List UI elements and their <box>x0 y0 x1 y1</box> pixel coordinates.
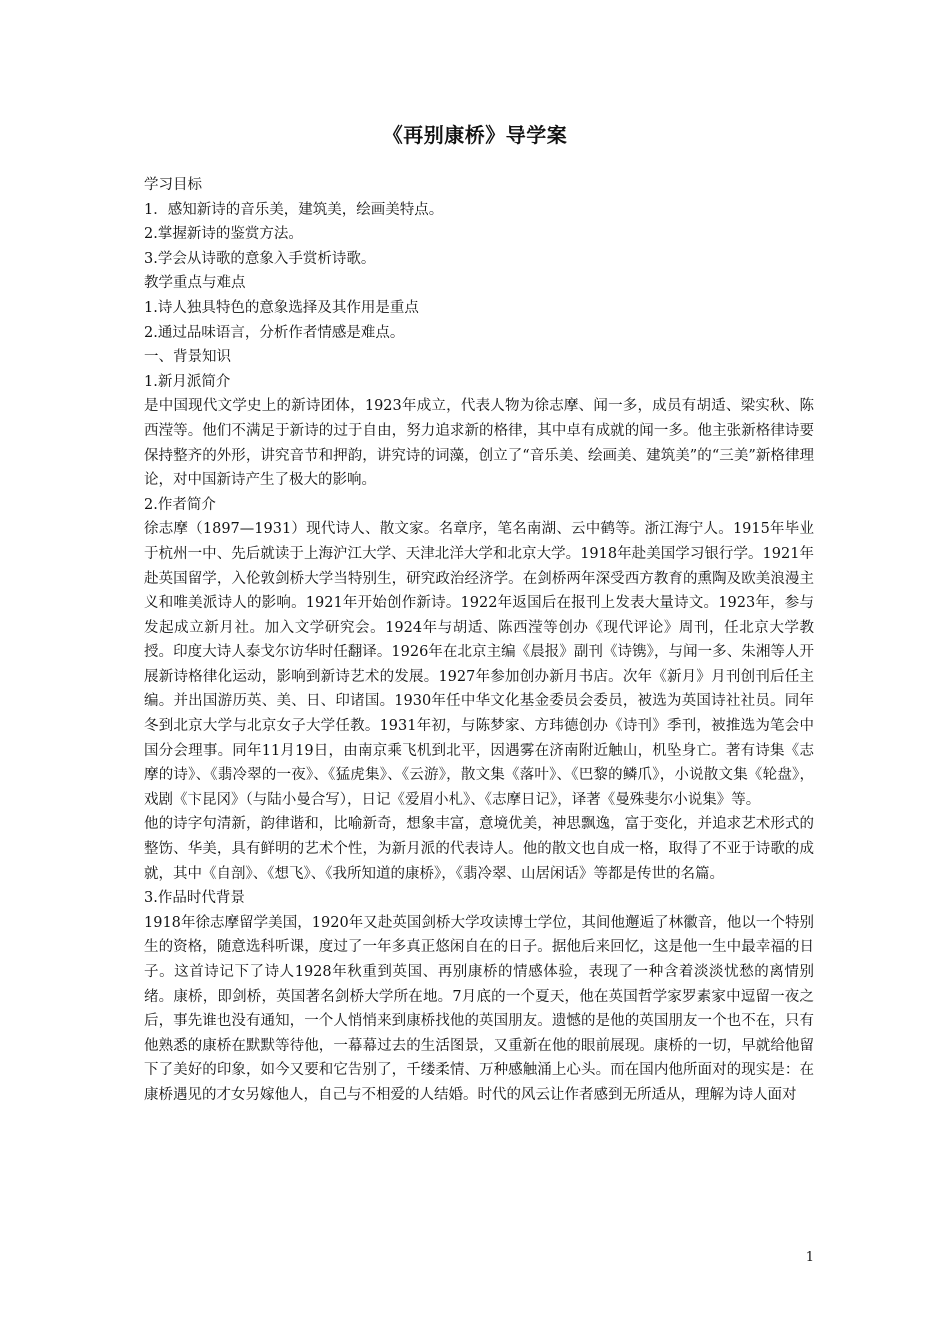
section-heading-background: 一、背景知识 <box>144 349 231 366</box>
paragraph-background: 1918年徐志摩留学美国，1920年又赴英国剑桥大学攻读博士学位，其间他邂逅了林徽音，他以一个特别生的资格，随意选科听课，度过了一年多真正悠闲自在的日子。据他后来回忆，这是他一生中最幸福的日子。这首诗记下了诗人1928年秋重到英国、再别康桥的情感体验，表现了一种含着淡淡忧愁的离情别绪。康桥，即剑桥，英国著名剑桥大学所在地。7月底的一个夏天，他在英国哲学家罗素家中逗留一夜之后，事先谁也没有通知，一个人悄悄来到康桥找他的英国朋友。遗憾的是他的英国朋友一个也不在，只有他熟悉的康桥在默默等待他，一幕幕过去的生活图景，又重新在他的眼前展现。康桥的一切，早就给他留下了美好的印象，如今又要和它告别了，千缕柔情、万种感触涌上心头。而在国内他所面对的现实是：在康桥遇见的才女另嫁他人，自己与不相爱的人结婚。时代的风云让作者感到无所适从，理解为诗人面对 <box>144 914 814 1103</box>
subheading-author: 2.作者简介 <box>144 496 216 513</box>
focus-heading: 教学重点与难点 <box>144 275 246 292</box>
focus-item: 2.通过品味语言，分析作者情感是难点。 <box>144 324 405 341</box>
objective-item: 1．感知新诗的音乐美，建筑美，绘画美特点。 <box>144 201 444 218</box>
paragraph-xinyue-school: 是中国现代文学史上的新诗团体，1923年成立，代表人物为徐志摩、闻一多，成员有胡适、梁实秋、陈西滢等。他们不满足于新诗的过于自由，努力追求新的格律，其中卓有成就的闻一多。他主张新格律诗要保持整齐的外形，讲究音节和押韵，讲究诗的词藻，创立了“音乐美、绘画美、建筑美”的“三美”新格律理论，对中国新诗产生了极大的影响。 <box>144 398 814 489</box>
objectives-heading: 学习目标 <box>144 177 202 193</box>
objective-item: 2.掌握新诗的鉴赏方法。 <box>144 226 303 243</box>
paragraph-author-bio: 徐志摩（1897—1931）现代诗人、散文家。名章序，笔名南湖、云中鹤等。浙江海宁人。1915年毕业于杭州一中、先后就读于上海沪江大学、天津北洋大学和北京大学。1918年赴美国学习银行学。1921年赴英国留学，入伦敦剑桥大学当特别生，研究政治经济学。在剑桥两年深受西方教育的熏陶及欧美浪漫主义和唯美派诗人的影响。1921年开始创作新诗。1922年返国后在报刊上发表大量诗文。1923年，参与发起成立新月社。加入文学研究会。1924年与胡适、陈西滢等创办《现代评论》周刊，任北京大学教授。印度大诗人泰戈尔访华时任翻译。1926年在北京主编《晨报》副刊《诗镌》，与闻一多、朱湘等人开展新诗格律化运动，影响到新诗艺术的发展。1927年参加创办新月书店。次年《新月》月刊创刊后任主编。并出国游历英、美、日、印诸国。1930年任中华文化基金委员会委员，被选为英国诗社社员。同年冬到北京大学与北京女子大学任教。1931年初，与陈梦家、方玮德创办《诗刊》季刊，被推选为笔会中国分会理事。同年11月19日，由南京乘飞机到北平，因遇雾在济南附近触山，机坠身亡。著有诗集《志摩的诗》、《翡冷翠的一夜》、《猛虎集》、《云游》，散文集《落叶》、《巴黎的鳞爪》，小说散文集《轮盘》，戏剧《卞昆冈》（与陆小曼合写），日记《爱眉小札》、《志摩日记》，译著《曼殊斐尔小说集》等。 <box>144 521 814 808</box>
objective-item: 3.学会从诗歌的意象入手赏析诗歌。 <box>144 250 376 267</box>
document-title: 《再别康桥》导学案 <box>382 123 568 147</box>
focus-item: 1.诗人独具特色的意象选择及其作用是重点 <box>144 299 419 316</box>
page-number: 1 <box>805 1250 814 1265</box>
subheading-background: 3.作品时代背景 <box>144 890 245 907</box>
document-body <box>144 173 814 1108</box>
subheading-xinyue-school: 1.新月派简介 <box>144 373 231 390</box>
paragraph-author-style: 他的诗字句清新，韵律谐和，比喻新奇，想象丰富，意境优美，神思飘逸，富于变化，并追求艺术形式的整饬、华美，具有鲜明的艺术个性，为新月派的代表诗人。他的散文也自成一格，取得了不亚于诗歌的成就，其中《自剖》、《想飞》、《我所知道的康桥》，《翡冷翠、山居闲话》等都是传世的名篇。 <box>144 816 814 882</box>
